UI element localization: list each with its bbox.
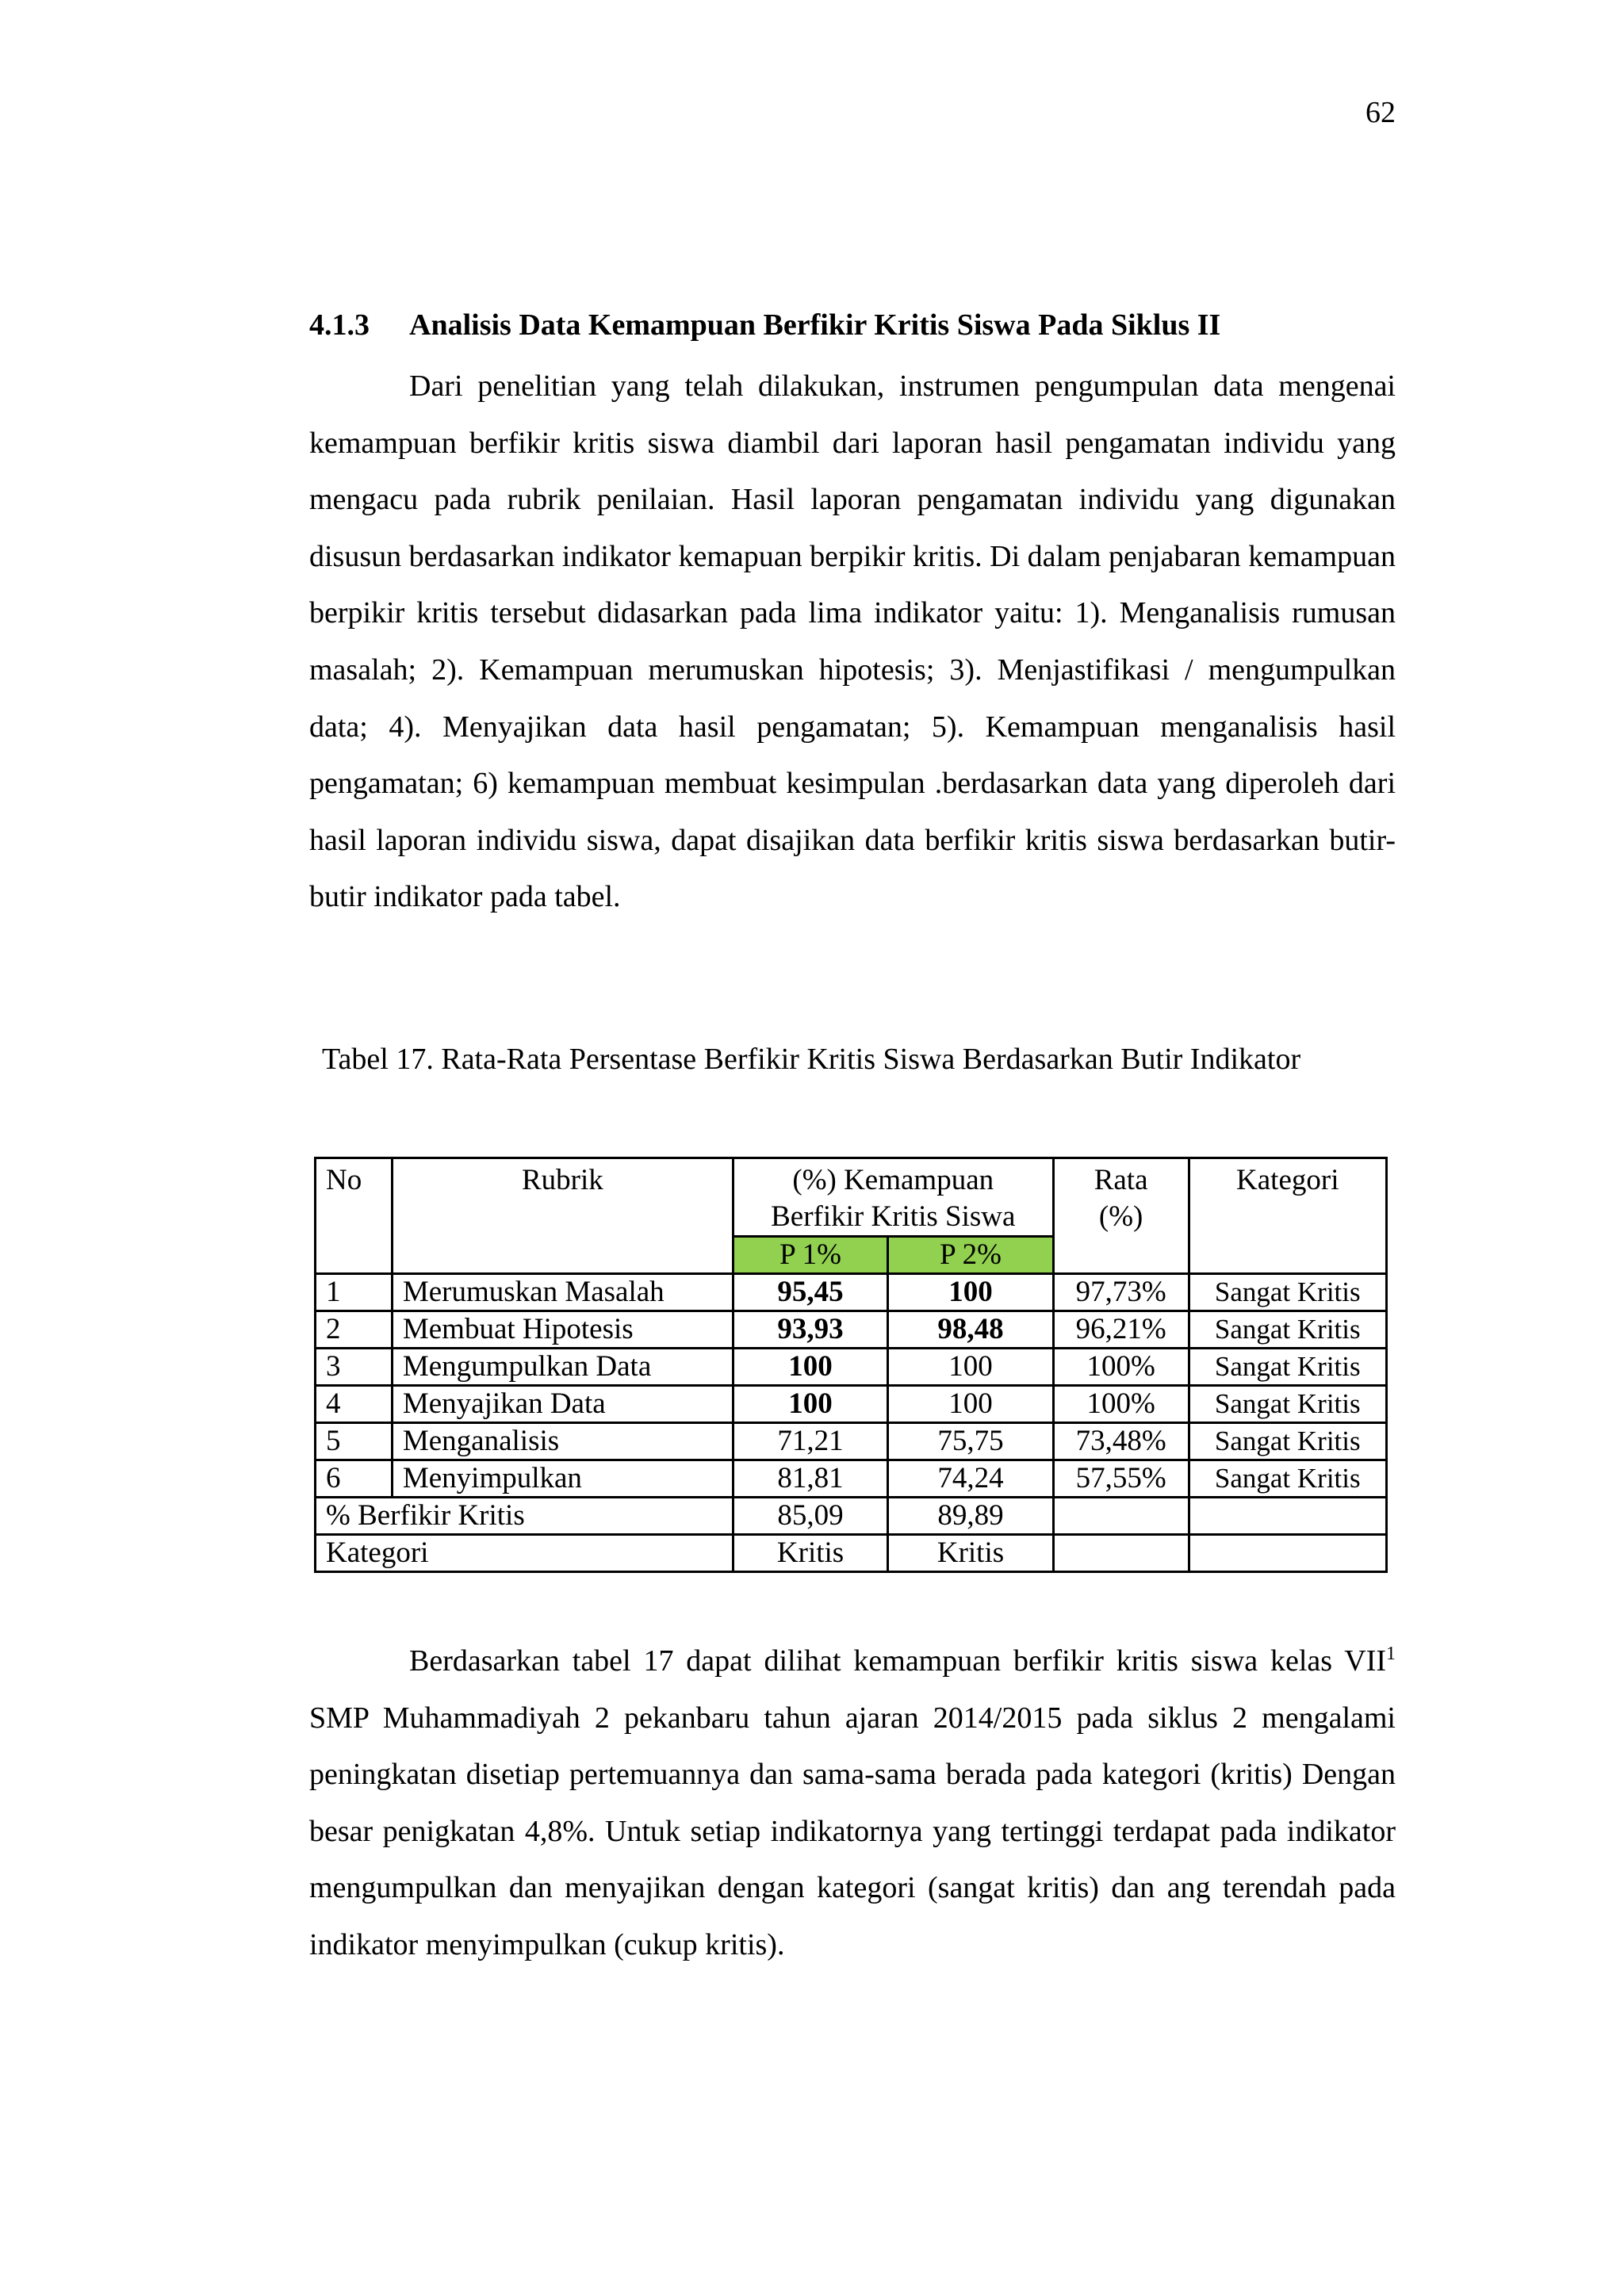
intro-paragraph-text: Dari penelitian yang telah dilakukan, instrumen pengumpulan data mengenai kemampuan berfikir kritis siswa diambil dari laporan hasil pengamatan individu yang mengacu pada rubrik penilaian. Hasil laporan pengamatan individu yang digunakan disusun berdasarkan indikator kemapuan berpikir kritis. Di dalam penjabaran kemampuan berpikir kritis tersebut didasarkan pada lima indikator yaitu: 1). Menganalisis rumusan masalah; 2). Kemampuan merumuskan hipotesis; 3). Menjastifikasi / mengumpulkan data; 4). Menyajikan data hasil pengamatan; 5). Kemampuan menganalisis hasil pengamatan; 6) kemampuan membuat kesimpulan .berdasarkan data yang diperoleh dari hasil laporan individu siswa, dapat disajikan data berfikir kritis siswa berdasarkan butir-butir indikator pada tabel. [309,369,1396,914]
header-rata-line1: Rata [1094,1164,1148,1196]
page-number: 62 [1365,96,1396,129]
table-row [316,1311,1387,1349]
cell-no: 5 [316,1423,393,1460]
summary-row-berfikir-kritis [316,1498,1387,1535]
header-rata-line2: (%) [1098,1200,1143,1233]
cell-p2: 100 [888,1386,1053,1423]
cell-p1: 100 [733,1386,887,1423]
cell-rata: 100% [1053,1349,1189,1386]
indicator-table [314,1157,1388,1573]
cell-kategori: Sangat Kritis [1189,1311,1386,1349]
cell-rubrik: Menyimpulkan [392,1460,733,1498]
cell-rubrik: Menyajikan Data [392,1386,733,1423]
summary-kategori-empty [1189,1535,1386,1572]
summary-rata-empty [1053,1498,1189,1535]
header-p2: P 2% [888,1237,1053,1274]
header-kemampuan-line2: Berfikir Kritis Siswa [771,1200,1016,1233]
class-superscript: 1 [1386,1644,1396,1664]
section-number: 4.1.3 [309,308,370,342]
section-title: Analisis Data Kemampuan Berfikir Kritis Siswa Pada Siklus II [409,308,1221,342]
cell-p1: 100 [733,1349,887,1386]
cell-kategori: Sangat Kritis [1189,1423,1386,1460]
cell-p1: 71,21 [733,1423,887,1460]
cell-rubrik: Membuat Hipotesis [392,1311,733,1349]
cell-p2: 98,48 [888,1311,1053,1349]
cell-kategori: Sangat Kritis [1189,1460,1386,1498]
cell-no: 4 [316,1386,393,1423]
cell-rata: 100% [1053,1386,1189,1423]
cell-kategori: Sangat Kritis [1189,1386,1386,1423]
conclusion-text-part1: Berdasarkan tabel 17 dapat dilihat kemampuan berfikir kritis siswa kelas VII [409,1644,1386,1678]
table-row [316,1386,1387,1423]
header-no: No [316,1158,393,1274]
cell-rata: 97,73% [1053,1274,1189,1311]
intro-paragraph [309,358,1396,926]
summary-rata-empty [1053,1535,1189,1572]
summary-kategori-empty [1189,1498,1386,1535]
cell-p2: 100 [888,1349,1053,1386]
summary-label: Kategori [316,1535,733,1572]
cell-p2: 74,24 [888,1460,1053,1498]
cell-p2: 75,75 [888,1423,1053,1460]
table-row [316,1460,1387,1498]
table-row [316,1349,1387,1386]
cell-p1: 81,81 [733,1460,887,1498]
conclusion-paragraph [309,1633,1396,1974]
cell-no: 3 [316,1349,393,1386]
header-kemampuan [733,1158,1053,1237]
cell-p2: 100 [888,1274,1053,1311]
cell-rata: 96,21% [1053,1311,1189,1349]
cell-rata: 57,55% [1053,1460,1189,1498]
summary-p2: Kritis [888,1535,1053,1572]
header-rata [1053,1158,1189,1274]
header-rubrik: Rubrik [392,1158,733,1274]
table-row [316,1274,1387,1311]
cell-rubrik: Mengumpulkan Data [392,1349,733,1386]
cell-no: 1 [316,1274,393,1311]
header-kemampuan-line1: (%) Kemampuan [792,1164,994,1196]
cell-p1: 95,45 [733,1274,887,1311]
summary-row-kategori [316,1535,1387,1572]
cell-rubrik: Merumuskan Masalah [392,1274,733,1311]
summary-p1: 85,09 [733,1498,887,1535]
cell-rata: 73,48% [1053,1423,1189,1460]
cell-no: 2 [316,1311,393,1349]
table-row [316,1423,1387,1460]
cell-no: 6 [316,1460,393,1498]
header-p1: P 1% [733,1237,887,1274]
cell-p1: 93,93 [733,1311,887,1349]
cell-kategori: Sangat Kritis [1189,1274,1386,1311]
table-header-row [316,1158,1387,1237]
section-heading [309,308,1220,342]
summary-label: % Berfikir Kritis [316,1498,733,1535]
summary-p1: Kritis [733,1535,887,1572]
conclusion-text-part2: SMP Muhammadiyah 2 pekanbaru tahun ajaran 2014/2015 pada siklus 2 mengalami peningkatan disetiap pertemuannya dan sama-sama berada pada kategori (kritis) Dengan besar penigkatan 4,8%. Untuk setiap indikatornya yang tertinggi terdapat pada indikator mengumpulkan dan menyajikan dengan kategori (sangat kritis) dan ang terendah pada indikator menyimpulkan (cukup kritis). [309,1701,1396,1961]
header-kategori: Kategori [1189,1158,1386,1274]
conclusion-paragraph-text [309,1633,1396,1974]
table-caption: Tabel 17. Rata-Rata Persentase Berfikir Kritis Siswa Berdasarkan Butir Indikator [322,1043,1301,1076]
summary-p2: 89,89 [888,1498,1053,1535]
cell-rubrik: Menganalisis [392,1423,733,1460]
cell-kategori: Sangat Kritis [1189,1349,1386,1386]
